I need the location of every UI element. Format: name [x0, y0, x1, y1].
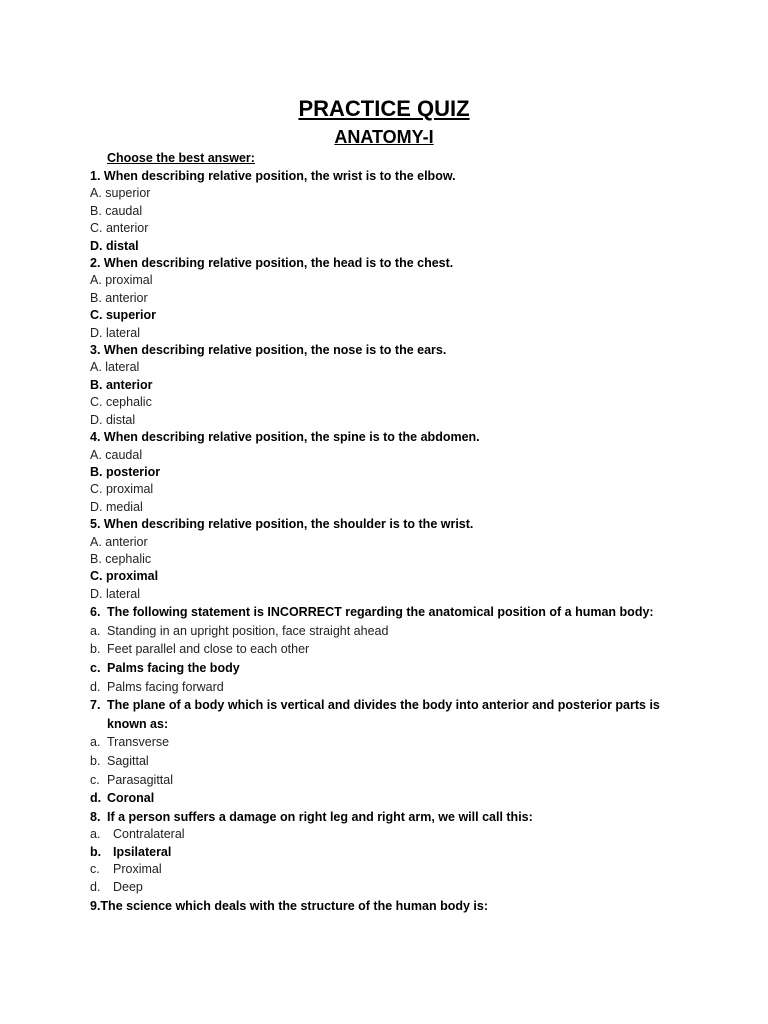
option-text: Palms facing forward: [107, 679, 224, 694]
option-text: Proximal: [113, 862, 162, 877]
question-6: [90, 603, 690, 622]
question-8: [90, 808, 690, 827]
option-text: Transverse: [107, 735, 170, 750]
question-number: 7.: [90, 698, 101, 713]
answer-option: D. distal: [90, 238, 139, 253]
option-label: b.: [90, 642, 101, 657]
instruction-text: Choose the best answer:: [107, 151, 255, 165]
option-label: c.: [90, 772, 100, 787]
option-label: b.: [90, 753, 101, 768]
answer-option: A. superior: [90, 186, 151, 201]
answer-option: [90, 789, 690, 808]
option-text: Standing in an upright position, face straight ahead: [107, 623, 389, 638]
page-title: PRACTICE QUIZ: [298, 96, 470, 121]
answer-option: [90, 844, 690, 862]
answer-option: B. caudal: [90, 203, 143, 218]
quiz-body: [90, 168, 690, 915]
option-text: Parasagittal: [107, 772, 174, 787]
quiz-part-1: [90, 168, 690, 603]
quiz-part-2: [90, 603, 690, 897]
answer-option: [90, 861, 690, 879]
option-text: Sagittal: [107, 753, 149, 768]
answer-option: C. cephalic: [90, 395, 152, 410]
question-5: 5. When describing relative position, the shoulder is to the wrist.: [90, 517, 474, 532]
answer-option: [90, 752, 690, 771]
answer-option: B. posterior: [90, 464, 161, 479]
answer-option: C. superior: [90, 308, 156, 323]
answer-option: [90, 733, 690, 752]
answer-option: [90, 678, 690, 697]
answer-option: B. anterior: [90, 377, 153, 392]
question-number: 8.: [90, 809, 101, 824]
question-2: 2. When describing relative position, the head is to the chest.: [90, 256, 454, 271]
question-text: The plane of a body which is vertical and divides the body into anterior and posterior parts is known as:: [107, 698, 660, 731]
option-label: c.: [90, 660, 101, 675]
question-3: 3. When describing relative position, the nose is to the ears.: [90, 343, 447, 358]
option-text: Coronal: [107, 791, 155, 806]
question-text: The following statement is INCORRECT regarding the anatomical position of a human body:: [107, 605, 654, 620]
option-label: a.: [90, 827, 101, 842]
answer-option: D. distal: [90, 412, 136, 427]
answer-option: [90, 826, 690, 844]
question-4: 4. When describing relative position, the spine is to the abdomen.: [90, 430, 480, 445]
answer-option: A. lateral: [90, 360, 140, 375]
question-1: 1. When describing relative position, the wrist is to the elbow.: [90, 169, 456, 183]
option-label: b.: [90, 844, 102, 859]
question-7: [90, 696, 690, 733]
answer-option: D. lateral: [90, 325, 141, 340]
option-text: Feet parallel and close to each other: [107, 642, 310, 657]
answer-option: [90, 879, 690, 897]
answer-option: C. anterior: [90, 221, 149, 236]
option-label: c.: [90, 862, 100, 877]
answer-option: [90, 622, 690, 641]
page-subtitle: ANATOMY-I: [334, 127, 434, 147]
option-label: d.: [90, 880, 101, 895]
option-text: Palms facing the body: [107, 660, 240, 675]
option-label: a.: [90, 735, 101, 750]
answer-option: D. lateral: [90, 586, 141, 601]
answer-option: D. medial: [90, 499, 143, 514]
answer-option: B. cephalic: [90, 551, 152, 566]
answer-option: C. proximal: [90, 569, 159, 584]
answer-option: [90, 640, 690, 659]
answer-option: A. anterior: [90, 534, 148, 549]
option-text: Contralateral: [113, 827, 185, 842]
answer-option: B. anterior: [90, 290, 148, 305]
option-text: Deep: [113, 880, 143, 895]
question-9: 9.The science which deals with the structure of the human body is:: [90, 898, 488, 913]
option-label: d.: [90, 679, 101, 694]
question-number: 6.: [90, 605, 101, 620]
option-label: a.: [90, 623, 101, 638]
answer-option: A. caudal: [90, 447, 143, 462]
option-label: d.: [90, 791, 102, 806]
option-text: Ipsilateral: [113, 844, 172, 859]
answer-option: [90, 771, 690, 790]
question-text: If a person suffers a damage on right leg and right arm, we will call this:: [107, 809, 533, 824]
answer-option: C. proximal: [90, 482, 154, 497]
answer-option: [90, 659, 690, 678]
answer-option: A. proximal: [90, 273, 153, 288]
